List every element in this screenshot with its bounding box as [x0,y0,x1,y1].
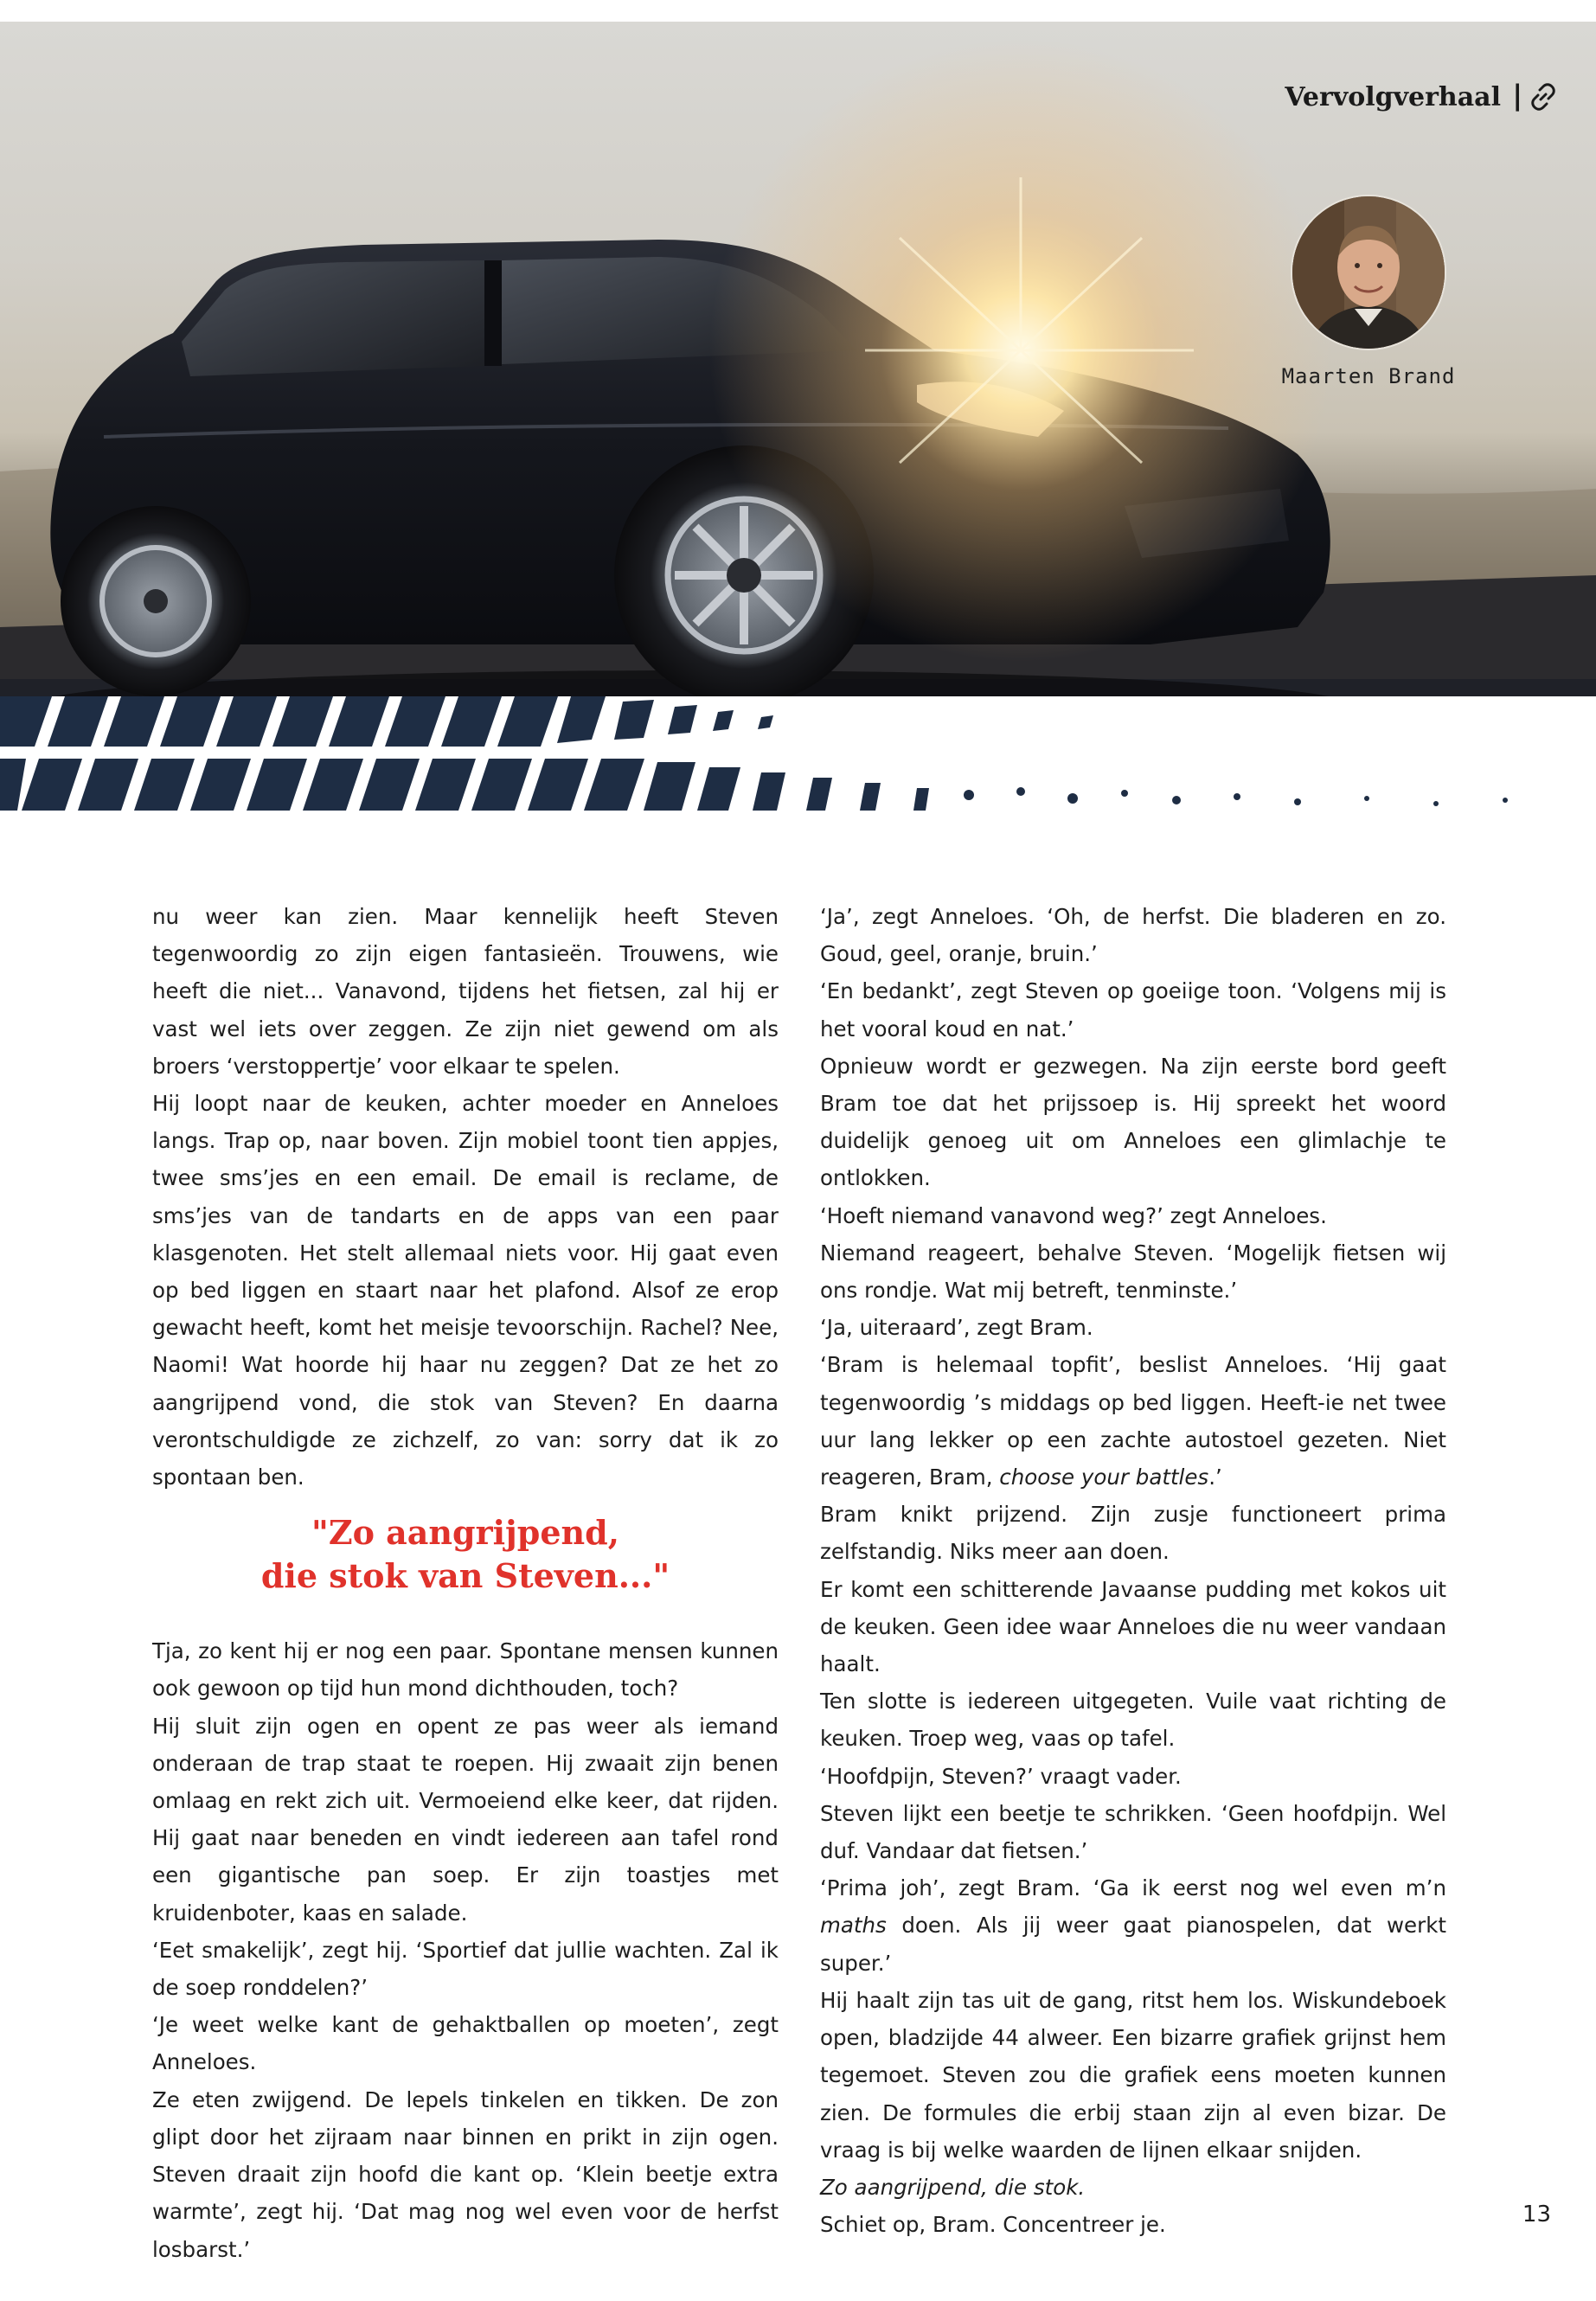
text-run: ‘Bram is helemaal topfit’, beslist Anneloes. ‘Hij gaat tegenwoordig ’s middags op bed liggen. Heeft-ie net twee uur lang lekker op een zachte autostoel gezeten. Niet reageren, Bram, [820,1352,1446,1490]
italic-text: Zo aangrijpend, die stok. [820,2174,1086,2200]
article-column-right [820,898,1446,2243]
paragraph: ‘Hoofdpijn, Steven?’ vraagt vader. [820,1763,1182,1789]
text-run: .’ [1208,1465,1222,1490]
paragraph: ‘Hoeft niemand vanavond weg?’ zegt Anneloes. [820,1202,1327,1228]
article-column-left [152,898,779,2268]
italic-paragraph [820,2169,1446,2206]
paragraph [820,1346,1446,1496]
paragraph: Hij sluit zijn ogen en opent ze pas weer als iemand onderaan de trap staat te roepen. Hij zwaait zijn benen omlaag en rekt zich uit. Vermoeiend elke keer, dat rijden. Hij gaat naar beneden en vindt iedereen aan tafel rond een gigantische pan soep. Er zijn toastjes met kruidenboter, kaas en salade. [152,1713,779,1926]
paragraph [820,1869,1446,1982]
paragraph: ‘Je weet welke kant de gehaktballen op moeten’, zegt Anneloes. [152,2012,779,2075]
paragraph: Niemand reageert, behalve Steven. ‘Mogelijk fietsen wij ons rondje. Wat mij betreft, tenminste.’ [820,1240,1446,1304]
paragraph: Ze eten zwijgend. De lepels tinkelen en tikken. De zon glipt door het zijraam naar binnen en prikt in zijn ogen. Steven draait zijn hoofd die kant op. ‘Klein beetje extra warmte’, zegt hij. ‘Dat mag nog wel even voor de herfst losbarst.’ [152,2086,779,2262]
paragraph: Tja, zo kent hij er nog een paar. Spontane mensen kunnen ook gewoon op tijd hun mond dichthouden, toch? [152,1638,779,1702]
paragraph: Bram knikt prijzend. Zijn zusje functioneert prima zelfstandig. Niks meer aan doen. [820,1502,1446,1565]
author-photo [1292,196,1445,349]
pull-quote [152,1511,779,1598]
paragraph: Hij haalt zijn tas uit de gang, ritst hem los. Wiskundeboek open, bladzijde 44 alweer. Een bizarre grafiek grijnst hem tegemoet. Steven zou die grafiek eens moeten kunnen zien. De formules die erbij staan zijn al even bizar. De vraag is bij welke waarden de lijnen elkaar snijden. [820,1987,1446,2163]
author-portrait-icon [1292,196,1445,349]
text-run: ‘Prima joh’, zegt Bram. ‘Ga ik eerst nog wel even m’n [820,1875,1446,1901]
paragraph: Schiet op, Bram. Concentreer je. [820,2212,1166,2238]
section-separator: | [1512,79,1522,112]
paragraph: ‘Eet smakelijk’, zegt hij. ‘Sportief dat jullie wachten. Zal ik de soep ronddelen?’ [152,1937,779,2001]
link-icon [1529,82,1558,112]
paragraph: ‘Ja’, zegt Anneloes. ‘Oh, de herfst. Die bladeren en zo. Goud, geel, oranje, bruin.’ [820,904,1446,967]
paragraph: nu weer kan zien. Maar kennelijk heeft Steven tegenwoordig zo zijn eigen fantasieën. Trouwens, wie heeft die niet... Vanavond, tijdens het fietsen, zal hij er vast wel iets over zeggen. Ze zijn niet gewend om als broers ‘verstoppertje’ voor elkaar te spelen. [152,904,779,1079]
text-run: doen. Als jij weer gaat pianospelen, dat werkt super.’ [820,1913,1446,1976]
author-name: Maarten Brand [1281,364,1456,388]
paragraph: Hij loopt naar de keuken, achter moeder en Anneloes langs. Trap op, naar boven. Zijn mobiel toont tien appjes, twee sms’jes en een email. De email is reclame, de sms’jes van de tandarts en de apps van een paar klasgenoten. Het stelt allemaal niets voor. Hij gaat even op bed liggen en staart naar het plafond. Alsof ze erop gewacht heeft, komt het meisje tevoorschijn. Rachel? Nee, Naomi! Wat hoorde hij haar nu zeggen? Dat ze het zo aangrijpend vond, die stok van Steven? En daarna verontschuldigde ze zichzelf, zo van: sorry dat ik zo spontaan ben. [152,1091,779,1490]
hero-image [0,22,1596,811]
paragraph: ‘Ja, uiteraard’, zegt Bram. [820,1315,1093,1341]
section-label: Vervolgverhaal [1285,82,1501,112]
car-illustration [0,22,1596,811]
paragraph: Ten slotte is iedereen uitgegeten. Vuile vaat richting de keuken. Troep weg, vaas op tafel. [820,1689,1446,1752]
paragraph: Opnieuw wordt er gezwegen. Na zijn eerste bord geeft Bram toe dat het prijssoep is. Hij spreekt het woord duidelijk genoeg uit om Anneloes een glimlachje te ontlokken. [820,1053,1446,1191]
italic-text: choose your battles [999,1465,1209,1490]
pull-quote-line-2: die stok van Steven..." [260,1556,670,1596]
paragraph: Er komt een schitterende Javaanse pudding met kokos uit de keuken. Geen idee waar Anneloes die nu weer vandaan haalt. [820,1576,1446,1677]
paragraph: Steven lijkt een beetje te schrikken. ‘Geen hoofdpijn. Wel duf. Vandaar dat fietsen.’ [820,1800,1446,1864]
page-number: 13 [1522,2202,1551,2227]
paragraph: ‘En bedankt’, zegt Steven op goeiige toon. ‘Volgens mij is het vooral koud en nat.’ [820,978,1446,1042]
pull-quote-line-1: "Zo aangrijpend, [311,1513,619,1553]
italic-text: maths [820,1913,887,1939]
